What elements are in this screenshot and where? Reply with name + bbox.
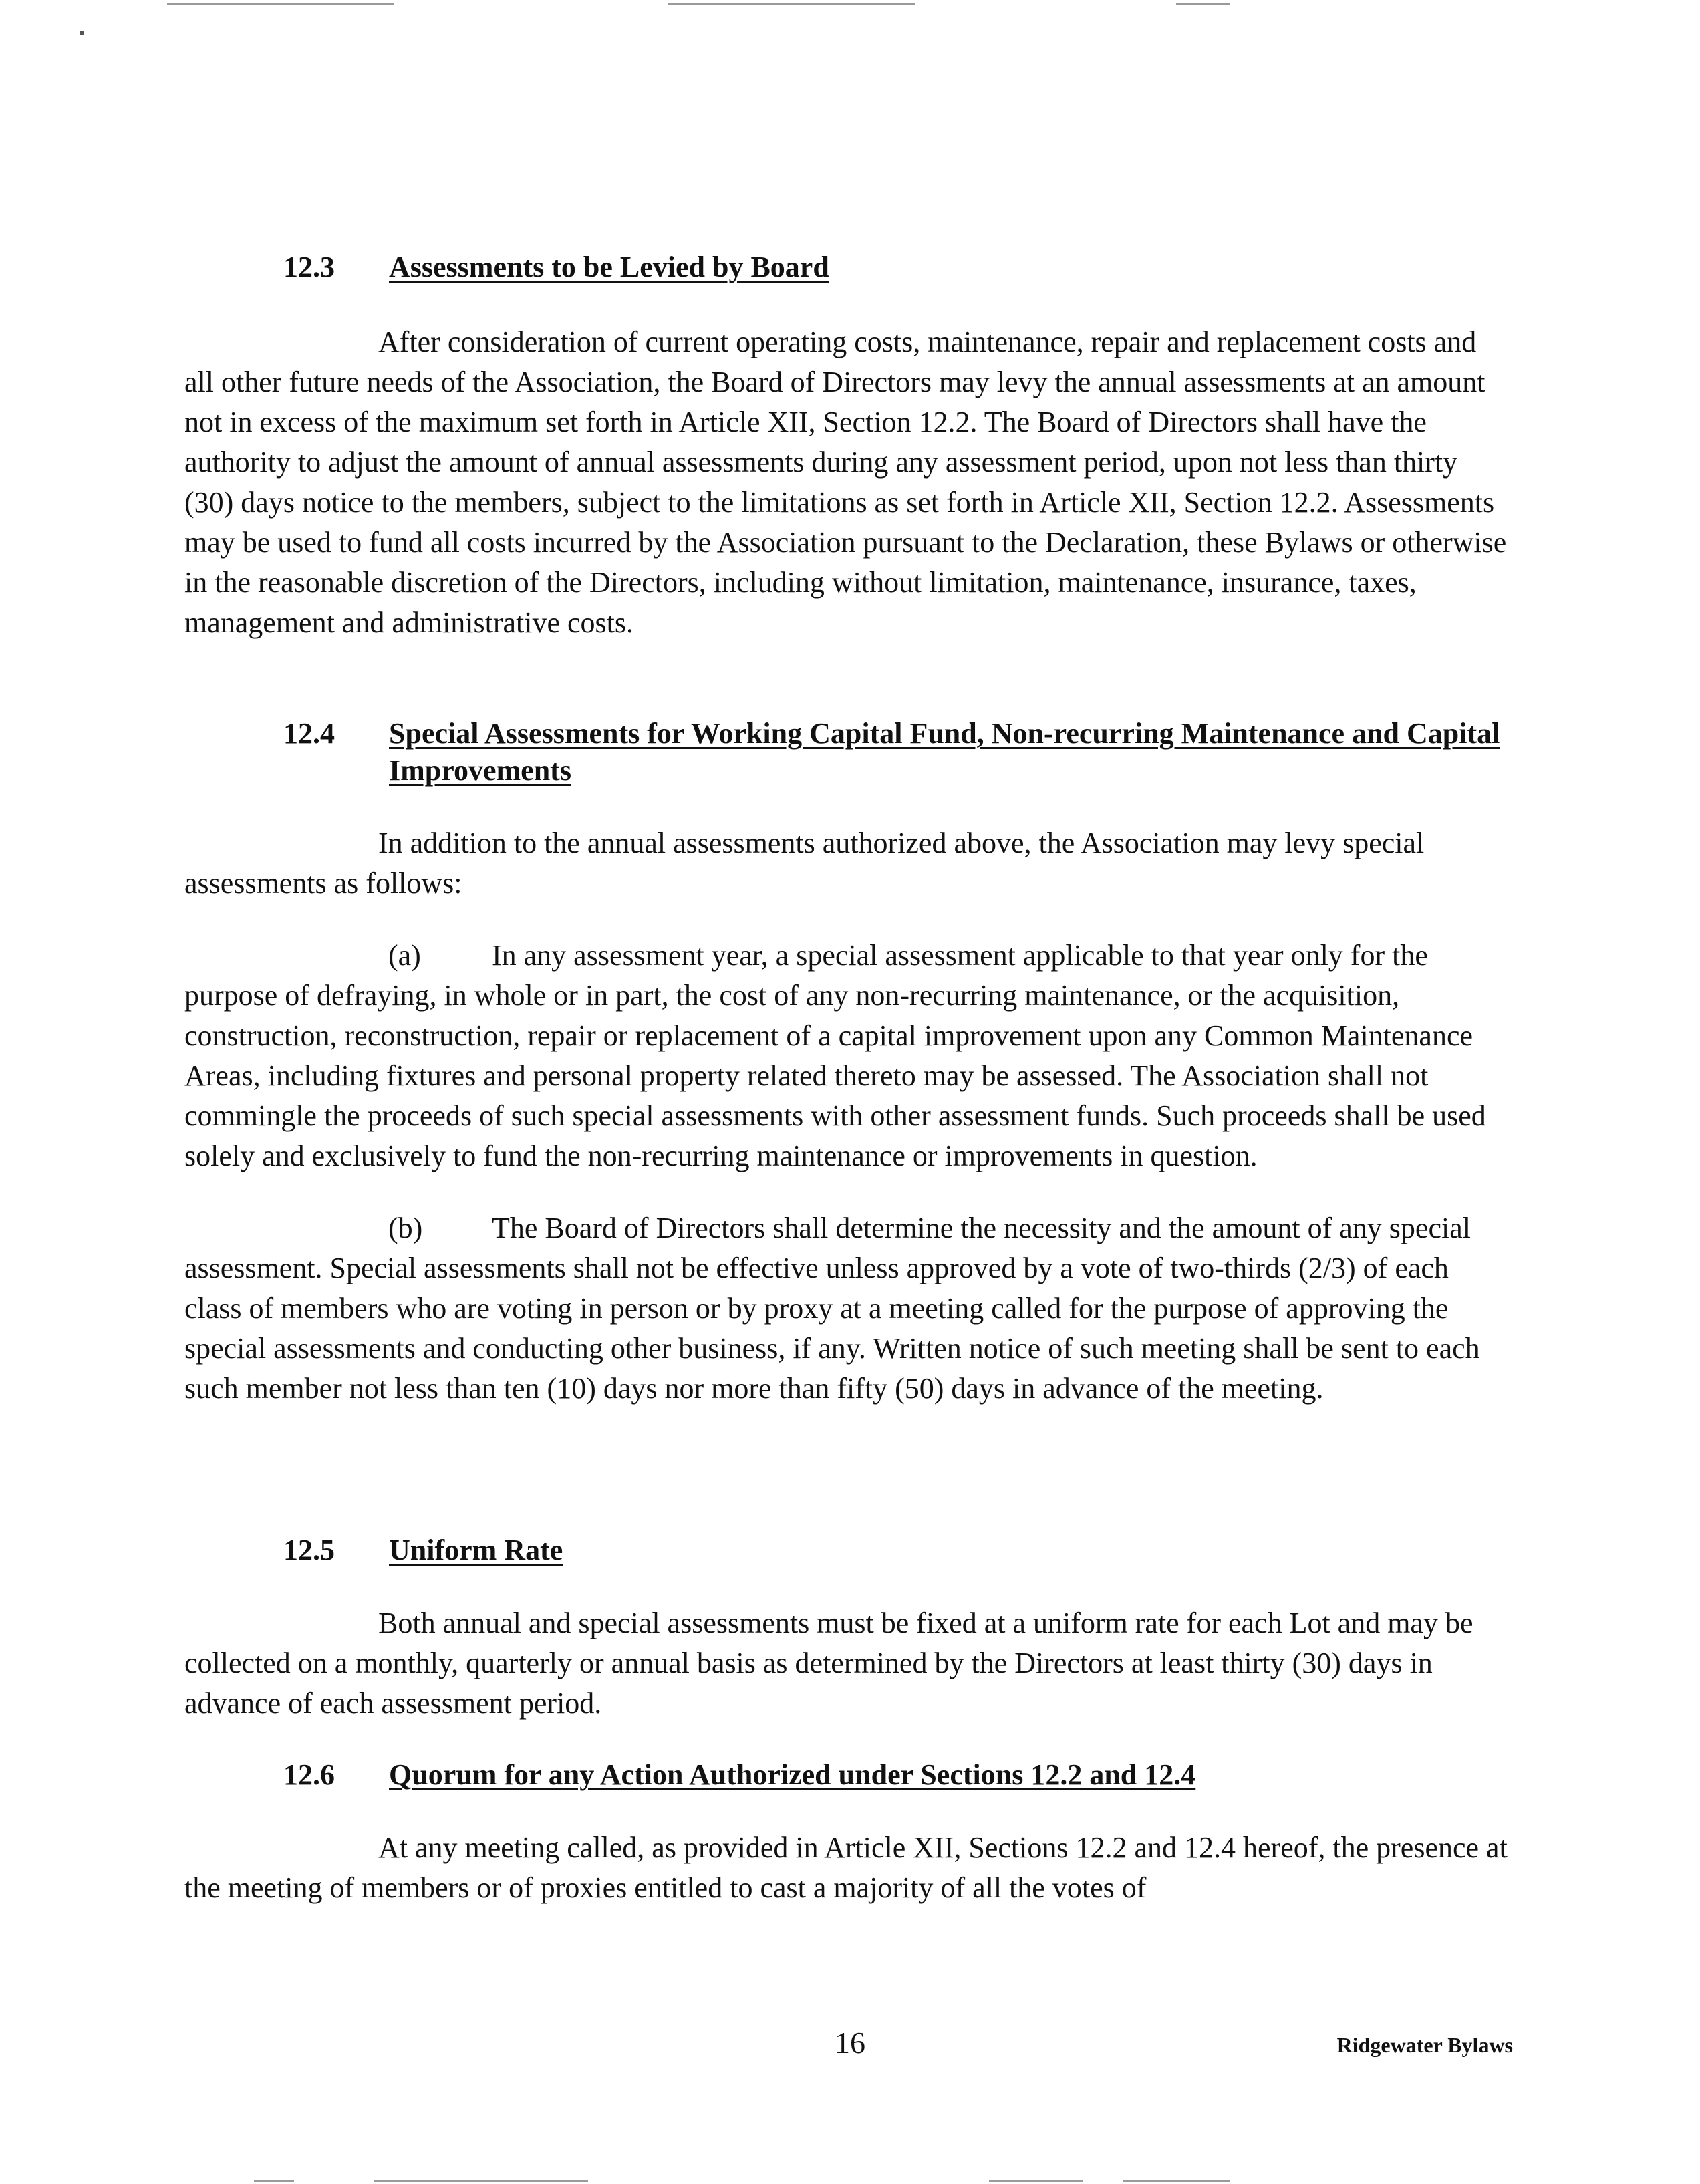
scan-artifact-line (254, 2180, 294, 2182)
list-item-text: In any assessment year, a special assessment applicable to that year only for the purpose of defraying, in whole or in part, the cost of any non-recurring maintenance, or the acquisition, construction, reconstruction, repair or replacement of a capital improvement upon any Common Maintenance Areas, including fixtures and personal property related thereto may be assessed. The Association shall not commingle the proceeds of such special assessments with other assessment funds. Such proceeds shall be used solely and exclusively to fund the non-recurring maintenance or improvements in question. (184, 939, 1486, 1172)
section-paragraph: In addition to the annual assessments authorized above, the Association may levy special assessments as follows: (184, 827, 1425, 900)
section-number: 12.5 (283, 1534, 335, 1566)
section-title: Quorum for any Action Authorized under Sections 12.2 and 12.4 (389, 1758, 1196, 1791)
section-title: Special Assessments for Working Capital Fund, Non-recurring Maintenance and Capital Improvements (389, 717, 1500, 787)
scan-artifact-line (1123, 2180, 1230, 2182)
section-title: Uniform Rate (389, 1534, 563, 1566)
scan-artifact-line (989, 2180, 1083, 2182)
scan-artifact-line (668, 3, 915, 5)
document-name: Ridgewater Bylaws (1336, 2033, 1513, 2057)
section-12-4 (184, 715, 1508, 1409)
section-heading (184, 249, 1508, 285)
scan-artifact-line (1176, 3, 1230, 5)
section-number: 12.4 (283, 717, 335, 750)
section-paragraph: After consideration of current operating costs, maintenance, repair and replacement costs and all other future needs of the Association, the Board of Directors may levy the annual assessments at an amount not in excess of the maximum set forth in Article XII, Section 12.2. The Board of Directors shall have the authority to adjust the amount of annual assessments during any assessment period, upon not less than thirty (30) days notice to the members, subject to the limitations as set forth in Article XII, Section 12.2. Assessments may be used to fund all costs incurred by the Association pursuant to the Declaration, these Bylaws or otherwise in the reasonable discretion of the Directors, including without limitation, maintenance, insurance, taxes, management and administrative costs. (184, 325, 1507, 639)
section-number: 12.3 (283, 251, 335, 283)
list-item-label: (b) (388, 1212, 423, 1244)
page-number: 16 (835, 2026, 865, 2060)
section-title: Assessments to be Levied by Board (389, 251, 829, 283)
section-heading (184, 1532, 1508, 1568)
list-item-text: The Board of Directors shall determine the necessity and the amount of any special assessment. Special assessments shall not be effective unless approved by a vote of two-thirds (2/3) of each class of members who are voting in person or by proxy at a meeting called for the purpose of approving the special assessments and conducting other business, if any. Written notice of such meeting shall be sent to each such member not less than ten (10) days nor more than fifty (50) days in advance of the meeting. (184, 1212, 1480, 1405)
section-heading (184, 715, 1508, 789)
section-12-3 (184, 249, 1508, 643)
section-12-6 (184, 1756, 1508, 1908)
section-heading (184, 1756, 1508, 1793)
section-paragraph: At any meeting called, as provided in Article XII, Sections 12.2 and 12.4 hereof, the presence at the meeting of members or of proxies entitled to cast a majority of all the votes of (184, 1831, 1508, 1904)
section-number: 12.6 (283, 1758, 335, 1791)
list-item-label: (a) (388, 939, 421, 972)
section-paragraph: Both annual and special assessments must be fixed at a uniform rate for each Lot and may be collected on a monthly, quarterly or annual basis as determined by the Directors at least thirty (30) days in advance of each assessment period. (184, 1607, 1473, 1720)
scan-artifact-dot (80, 31, 84, 35)
scan-artifact-line (167, 3, 394, 5)
scan-artifact-line (374, 2180, 588, 2182)
section-12-5 (184, 1532, 1508, 1724)
list-item-b (184, 1208, 1508, 1409)
list-item-a (184, 936, 1508, 1176)
